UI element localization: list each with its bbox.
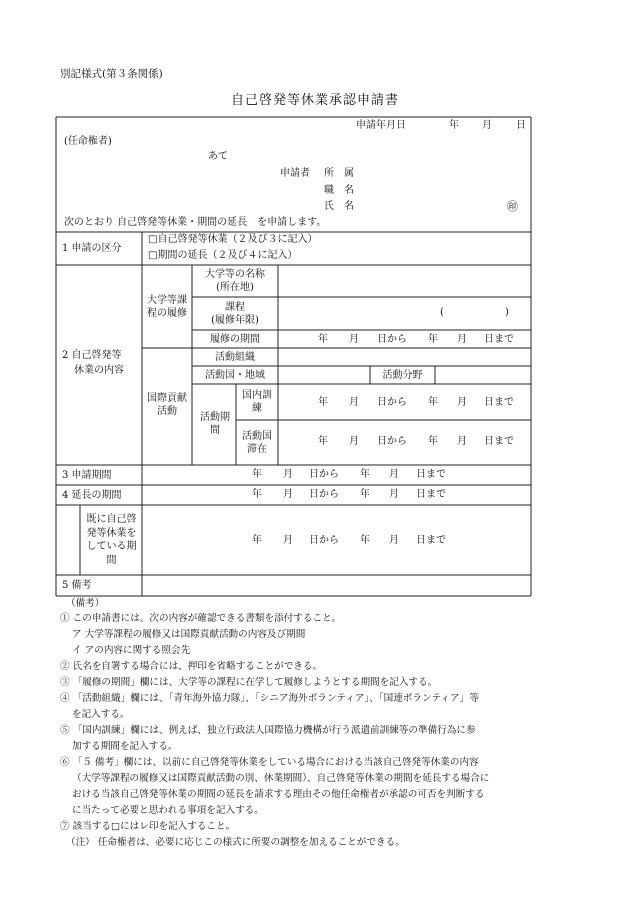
note-6: ⑥ 「５ 備考」欄には、以前に自己啓発等休業をしている場合における当該自己啓発等休業の内容 [60,757,479,768]
already-period-until-end: 日まで [416,535,446,546]
domestic-period-until-end: 日まで [484,397,514,408]
extension-period-year-start: 年 [252,489,262,500]
application-period-year-end: 年 [360,469,370,480]
position-label: 職 名 [324,185,354,196]
domestic-period-month-end: 月 [457,397,467,408]
form-reference: 別記様式(第３条関係) [60,68,163,80]
university-course-label: 大学等課程の履修 [147,294,187,319]
extension-period-from-start: 日から [309,489,339,500]
course-paren-open: ( [440,307,444,318]
application-period-month-end: 月 [389,469,399,480]
section2-label-line2: 休業の内容 [74,365,124,376]
application-date-label: 申請年月日 [356,120,406,131]
domestic-training-label: 国内訓練 [242,389,272,414]
already-period-year-end: 年 [360,535,370,546]
notes-footer: （注） 任命権者は、必要に応じこの様式に所要の調整を加えることができる。 [66,837,405,848]
extension-period-year-end: 年 [360,489,370,500]
international-activity-label: 国際貢献活動 [147,392,187,417]
abroad-period-until-end: 日まで [484,436,514,447]
date-day-unit: 日 [516,120,526,131]
application-period-month-start: 月 [283,469,293,480]
note-5: ⑤ 「国内訓練」欄には、例えば、独立行政法人国際協力機構が行う派遣前訓練等の準備行為に参 [60,725,476,736]
extension-period-month-start: 月 [283,489,293,500]
abroad-stay-label: 活動国滞在 [242,430,272,455]
domestic-period-year-end: 年 [428,397,438,408]
section4-label: 4 延長の期間 [62,489,122,501]
course-label [192,297,278,330]
university-name-line2: (所在地) [216,282,254,293]
seal-mark: ㊞ [507,200,518,213]
study-period-label: 履修の期間 [210,333,260,345]
already-on-leave-label: 既に自己啓発等休業をしている期間 [86,514,137,566]
already-period-month-start: 月 [283,535,293,546]
note-5b: 加する期間を記入する。 [72,741,178,752]
note-2: ② 氏名を自署する場合には、押印を省略することができる。 [60,661,323,672]
note-1: ① この申請書には、次の内容が確認できる書類を添付すること。 [60,613,342,624]
abroad-period-from-start: 日から [377,436,407,447]
abroad-period-month-end: 月 [457,436,467,447]
note-1a: ア 大学等課程の履修又は国際貢献活動の内容及び期間 [72,629,306,640]
section2-label-line1: 2 自己啓発等 [62,350,122,361]
application-period-from-start: 日から [309,469,339,480]
form-title: 自己啓発等休業承認申請書 [230,93,399,108]
extension-period-month-end: 月 [389,489,399,500]
addressee-suffix: あて [208,151,228,162]
activity-country-label: 活動国・地域 [205,369,265,381]
name-label: 氏 名 [324,201,354,212]
domestic-period-year-start: 年 [318,397,328,408]
activity-field-label: 活動分野 [382,369,423,381]
note-4b: を記入する。 [72,709,130,720]
note-6c: おける当該自己啓発等休業の期間の延長を請求する理由その他任命権者が承認の可否を判断する [72,789,485,800]
study-period-from-start: 日から [377,334,407,345]
extension-period-until-end: 日まで [416,489,446,500]
section1-label: 1 申請の区分 [62,243,122,254]
study-period-year-end: 年 [428,334,438,345]
study-period-month-end: 月 [457,334,467,345]
abroad-period-year-start: 年 [318,436,328,447]
affiliation-label: 所 属 [324,168,354,179]
already-period-from-start: 日から [309,535,339,546]
date-year-unit: 年 [449,120,459,131]
application-period-year-start: 年 [252,469,262,480]
applicant-label: 申請者 [280,168,310,179]
course-line1: 課程 [225,301,245,313]
activity-period-label: 活動期間 [200,411,230,436]
section5-label: 5 備考 [62,580,92,591]
university-name-label [192,265,278,297]
study-period-month-start: 月 [349,334,359,345]
already-period-month-end: 月 [389,535,399,546]
section3-label: 3 申請期間 [62,469,112,481]
option-period-extension[interactable]: □期間の延長（２及び４に記入） [148,250,298,261]
note-7: ⑦ 該当する□にはレ印を記入すること。 [60,821,236,832]
note-3: ③ 「履修の期間」欄には、大学等の課程に在学して履修しようとする期間を記入する。 [60,677,438,688]
notes-heading: （備考） [66,598,105,609]
study-period-year-start: 年 [318,334,328,345]
study-period-until-end: 日まで [484,334,514,345]
university-name-line1: 大学等の名称 [205,269,265,280]
application-statement: 次のとおり 自己啓発等休業・期間の延長 を申請します。 [64,217,327,228]
domestic-period-month-start: 月 [349,397,359,408]
note-6b: （大学等課程の履修又は国際貢献活動の別、休業期間）、自己啓発等休業の期間を延長する場合に [72,773,490,784]
abroad-period-year-end: 年 [428,436,438,447]
option-self-development-leave[interactable]: □自己啓発等休業（２及び３に記入） [148,234,318,245]
abroad-period-month-start: 月 [349,436,359,447]
date-month-unit: 月 [482,120,492,131]
note-6d: に当たって必要と思われる事項を記入する。 [72,805,264,816]
domestic-period-from-start: 日から [377,397,407,408]
application-period-until-end: 日まで [416,469,446,480]
course-paren-close: ) [505,307,509,318]
note-1b: イ アの内容に関する照会先 [72,645,191,656]
already-period-year-start: 年 [252,535,262,546]
activity-organization-label: 活動組織 [215,351,255,363]
course-line2: (履修年限) [211,314,259,326]
note-4: ④ 「活動組織」欄には、「青年海外協力隊」、「シニア海外ボランティア」、「国連ボランティア」等 [60,693,479,704]
appointer-label: (任命権者) [64,136,112,147]
